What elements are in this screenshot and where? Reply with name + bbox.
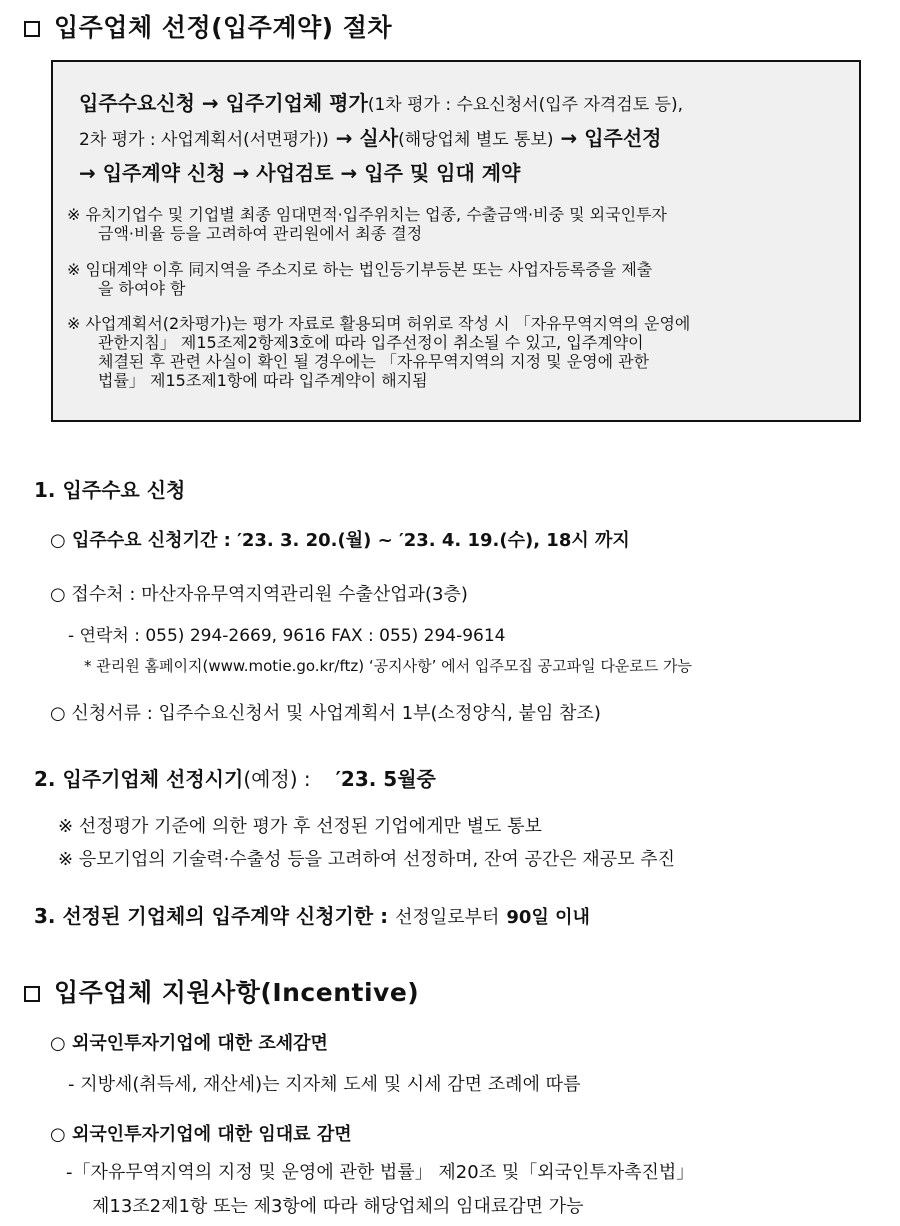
- note-text: 을 하여야 함: [98, 279, 186, 298]
- contact-info: - 연락처 : 055) 294-2669, 9616 FAX : 055) 294-9614: [68, 626, 506, 646]
- note-text: 법률」 제15조제1항에 따라 입주계약이 해지됨: [98, 371, 428, 390]
- selection-date: ′23. 5월중: [335, 767, 436, 791]
- flow-step-detail: (해당업체 별도 통보): [398, 130, 554, 150]
- checkbox-square-icon: [24, 986, 40, 1002]
- deadline-value: 90일 이내: [506, 907, 590, 928]
- note-text: 금액·비율 등을 고려하여 관리원에서 최종 결정: [98, 224, 423, 243]
- note-text: 관한지침」 제15조제2항제3호에 따라 입주선정이 취소될 수 있고, 입주계약이: [98, 333, 644, 352]
- procedure-box: [51, 60, 861, 422]
- application-period: ○ 입주수요 신청기간 : ′23. 3. 20.(월) ~ ′23. 4. 19.(수), 18시 까지: [50, 530, 630, 551]
- flow-step-text: 입주수요신청 → 입주기업체 평가: [79, 91, 368, 115]
- required-documents: ○ 신청서류 : 입주수요신청서 및 사업계획서 1부(소정양식, 붙임 참조): [50, 703, 601, 724]
- item-2-title-text: 2. 입주기업체 선정시기: [34, 767, 244, 791]
- note-text: 체결된 후 관련 사실이 확인 될 경우에는 「자유무역지역의 지정 및 운영에 관한: [98, 352, 650, 371]
- item-2-note-1: ※ 선정평가 기준에 의한 평가 후 선정된 기업에게만 별도 통보: [58, 816, 542, 837]
- note-text: 사업계획서(2차평가)는 평가 자료로 활용되며 허위로 작성 시 「자유무역지역의 운영에: [85, 314, 691, 333]
- section-title: 입주업체 선정(입주계약) 절차: [54, 13, 393, 42]
- flow-step-detail: 2차 평가 : 사업계획서(서면평가)): [79, 130, 329, 150]
- item-1-title: 1. 입주수요 신청: [34, 478, 186, 502]
- flow-step-text: → 입주선정: [560, 126, 662, 150]
- tax-reduction-title: ○ 외국인투자기업에 대한 조세감면: [50, 1033, 328, 1054]
- note-text: 유치기업수 및 기업별 최종 임대면적·입주위치는 업종, 수출금액·비중 및 외국인투자: [85, 205, 667, 224]
- item-2-title-suffix: (예정) :: [243, 767, 311, 791]
- rent-reduction-detail-line-2: 제13조2제1항 또는 제3항에 따라 해당업체의 임대료감면 가능: [92, 1196, 584, 1217]
- rent-reduction-detail-line-1: -「자유무역지역의 지정 및 운영에 관한 법률」 제20조 및「외국인투자촉진법」: [66, 1162, 695, 1183]
- section-heading-selection-procedure: [24, 8, 392, 44]
- note-mark: ※: [67, 314, 81, 333]
- flow-step-detail: (1차 평가 : 수요신청서(입주 자격검토 등),: [367, 95, 684, 115]
- item-3-title-text: 3. 선정된 기업체의 입주계약 신청기한 :: [34, 904, 389, 928]
- tax-reduction-detail: - 지방세(취득세, 재산세)는 지자체 도세 및 시세 감면 조례에 따름: [68, 1074, 581, 1095]
- flow-line-3: [79, 157, 520, 186]
- item-2-note-2: ※ 응모기업의 기술력·수출성 등을 고려하여 선정하며, 잔여 공간은 재공모 추진: [58, 849, 676, 870]
- note-mark: ※: [67, 260, 81, 279]
- section-heading-incentive: [24, 973, 419, 1009]
- rent-reduction-title: ○ 외국인투자기업에 대한 임대료 감면: [50, 1124, 352, 1145]
- flow-line-1: [79, 87, 683, 116]
- flow-line-2: [79, 122, 662, 151]
- deadline-prefix: 선정일로부터: [395, 907, 500, 928]
- item-3-title: [34, 900, 590, 929]
- checkbox-square-icon: [24, 21, 40, 37]
- reception-office: ○ 접수처 : 마산자유무역지역관리원 수출산업과(3층): [50, 584, 468, 605]
- note-mark: ※: [67, 205, 81, 224]
- note-2: [67, 260, 652, 298]
- item-2-title: [34, 763, 436, 792]
- note-3: [67, 314, 690, 390]
- note-1: [67, 205, 667, 243]
- note-text: 임대계약 이후 同지역을 주소지로 하는 법인등기부등본 또는 사업자등록증을 제출: [85, 260, 653, 279]
- flow-step-text: → 입주계약 신청 → 사업검토 → 입주 및 임대 계약: [79, 161, 521, 185]
- homepage-note: * 관리원 홈페이지(www.motie.go.kr/ftz) ‘공지사항’ 에서 입주모집 공고파일 다운로드 가능: [84, 657, 693, 675]
- section-title: 입주업체 지원사항(Incentive): [54, 978, 420, 1007]
- flow-step-text: → 실사: [335, 126, 399, 150]
